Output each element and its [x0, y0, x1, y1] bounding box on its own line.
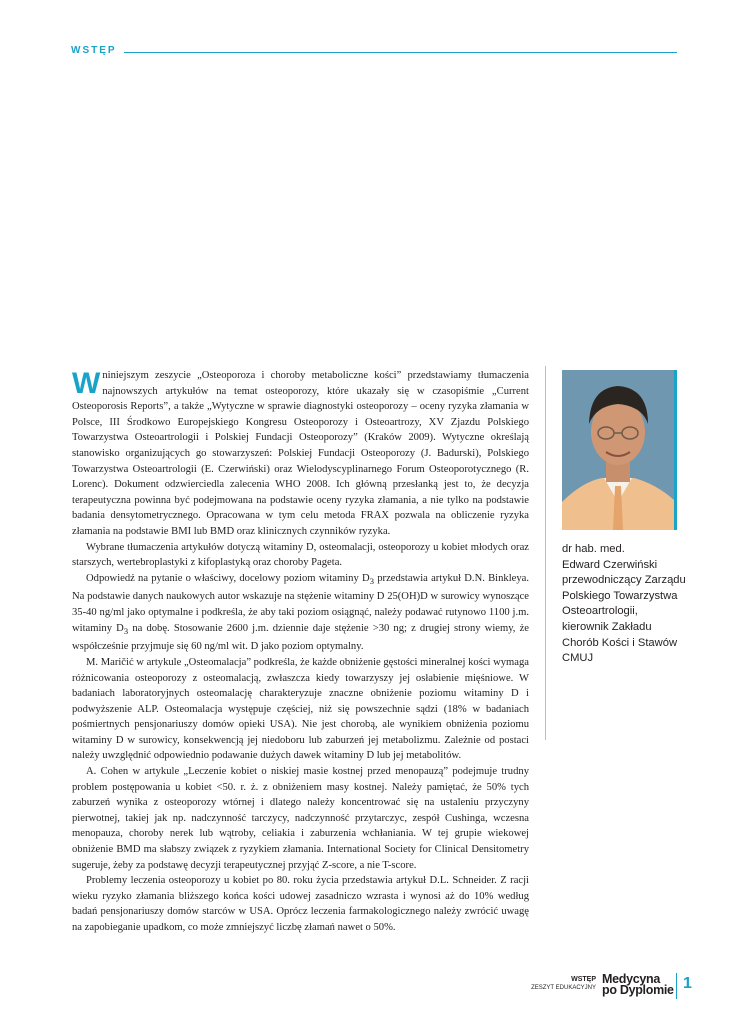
drop-cap: W [72, 367, 101, 400]
article-body [72, 368, 529, 936]
journal-logo [602, 974, 674, 996]
paragraph-1 [72, 368, 529, 540]
journal-logo-line2: po Dyplomie [602, 983, 674, 997]
caption-line: Polskiego Towarzystwa [562, 589, 678, 602]
portrait-illustration [562, 370, 674, 530]
paragraph-4: M. Maričić w artykule „Osteomalacja” podkreśla, że każde obniżenie gęstości mineralnej kości wymaga różnicowania osteoporozy z osteomalacją, zwłaszcza kiedy towarzyszy jej osłabienie mięśniowe. W badaniach laboratoryjnych osteomalację charakteryzuje znaczne obniżenie poziomu witaminy D i podwyższenie ALP. Osteomalacja występuje częściej, niż się powszechnie sądzi (18% w badaniach pośmiertnych pensjonariuszy domów opieki USA). Nie jest chorobą, ale wynikiem obniżenia poziomu witaminy D w surowicy, konsekwencją jej niedoboru lub zaburzeń jej metabolizmu. Zależnie od postaci należy uwzględnić odpowiednio podawanie dużych dawek witaminy D lub jej metabolitów. [72, 656, 529, 762]
journal-logo-line1: Medycyna [602, 972, 661, 986]
section-title: WSTĘP [71, 45, 117, 56]
page-number: 1 [683, 975, 692, 992]
caption-line: dr hab. med. [562, 543, 625, 555]
footer-divider [676, 973, 677, 999]
caption-line: Osteoartrologii, [562, 605, 638, 618]
paragraph-2: Wybrane tłumaczenia artykułów dotyczą witaminy D, osteomalacji, osteoporozy u kobiet młodych oraz starszych, wertebroplastyki z kifoplastyką oraz choroby Pageta. [72, 541, 529, 569]
author-photo [562, 370, 677, 530]
photo-caption [562, 542, 692, 667]
header-divider [124, 52, 677, 53]
paragraph-3: Odpowiedź na pytanie o właściwy, docelowy poziom witaminy $D_3$ przedstawia artykuł D.N. Binkleya. Na podstawie danych naukowych autor wskazuje na stężenie witaminy D 25(OH)D w surowicy wynoszące 35-40 ng/ml jako optymalne i podkreśla, że aby taki poziom osiągnąć, należy podawać rutynowo 1100 j.m. witaminy $D_3$ na dobę. Stosowanie 2600 j.m. dziennie daje stężenie >30 ng; z drugiej strony wiemy, że współcześnie przyjmuje się 60 ng/ml wit. D jako poziom optymalny. [72, 572, 529, 653]
column-divider [545, 366, 546, 740]
caption-line: przewodniczący Zarządu [562, 574, 686, 587]
caption-line: CMUJ [562, 652, 594, 665]
caption-line: Chorób Kości i Stawów [562, 636, 678, 649]
footer-section-label: WSTĘP [571, 976, 596, 983]
footer-subtitle: ZESZYT EDUKACYJNY [531, 985, 596, 991]
caption-line: kierownik Zakładu [562, 620, 652, 633]
caption-line: Edward Czerwiński [562, 558, 658, 571]
paragraph-1-text: niniejszym zeszycie „Osteoporoza i choroby metaboliczne kości” przedstawiamy tłumaczenia najnowszych artykułów na temat osteoporozy, które ukazały się w czasopiśmie „Current Osteoporosis Reports”, a także „Wytyczne w sprawie diagnostyki osteoporozy – oceny ryzyka złamania w Polsce, III Środkowo Europejskiego Kongresu Osteoporozy i Osteoartrozy, XV Zjazdu Polskiego Towarzystwa Osteoartrologii i Polskiej Fundacji Osteoporozy” (Kraków 2009). Wytyczne określają stanowisko organizujących go stowarzyszeń: Polskiej Fundacji Osteoporozy (J. Badurski), Polskiego Towarzystwa Osteoartrologii (E. Czerwiński) oraz Wielodyscyplinarnego Forum Osteoporotycznego (R. Lorenc). Dokument odzwierciedla zalecenia WHO 2008. Ich główną przesłanką jest to, że decyzja terapeutyczna powinna być podejmowana na podstawie oceny ryzyka złamania, a nie tylko na podstawie badania densytometrycznego. Opracowana w tym celu metoda FRAX pozwala na obliczenie ryzyka złamania na podstawie BMI lub BMD oraz klinicznych czynników ryzyka. [72, 370, 529, 537]
paragraph-5: A. Cohen w artykule „Leczenie kobiet o niskiej masie kostnej przed menopauzą” podejmuje trudny problem postępowania u kobiet <50. r. ż. z obniżeniem masy kostnej. Należy pamiętać, że 50% tych zaburzeń wynika z osteoporozy wtórnej i dlatego należy koncentrować się na ustaleniu przyczyny pierwotnej, takiej jak np. nadczynność tarczycy, nadczynność przytarczyc, zespół Cushinga, wczesna menopauza, choroby nerek lub wątroby, celiakia i zaburzenia wchłaniania. W tej grupie wiekowej obniżenie BMD ma słabszy związek z ryzykiem złamania. International Society for Clinical Densitometry sugeruje, żeby za podstawę decyzji terapeutycznej przyjąć Z-score, a nie T-score. [72, 766, 529, 871]
paragraph-6: Problemy leczenia osteoporozy u kobiet po 80. roku życia przedstawia artykuł D.L. Schneider. Z racji wieku ryzyko złamania bliższego końca kości udowej zasadniczo wzrasta i wynosi aż do 10% według badań pensjonariuszy domów starców w USA. Oprócz leczenia farmakologicznego należy zwrócić uwagę na zapobieganie upadkom, co może zmniejszyć liczbę złamań nawet o 50%. [72, 875, 529, 933]
